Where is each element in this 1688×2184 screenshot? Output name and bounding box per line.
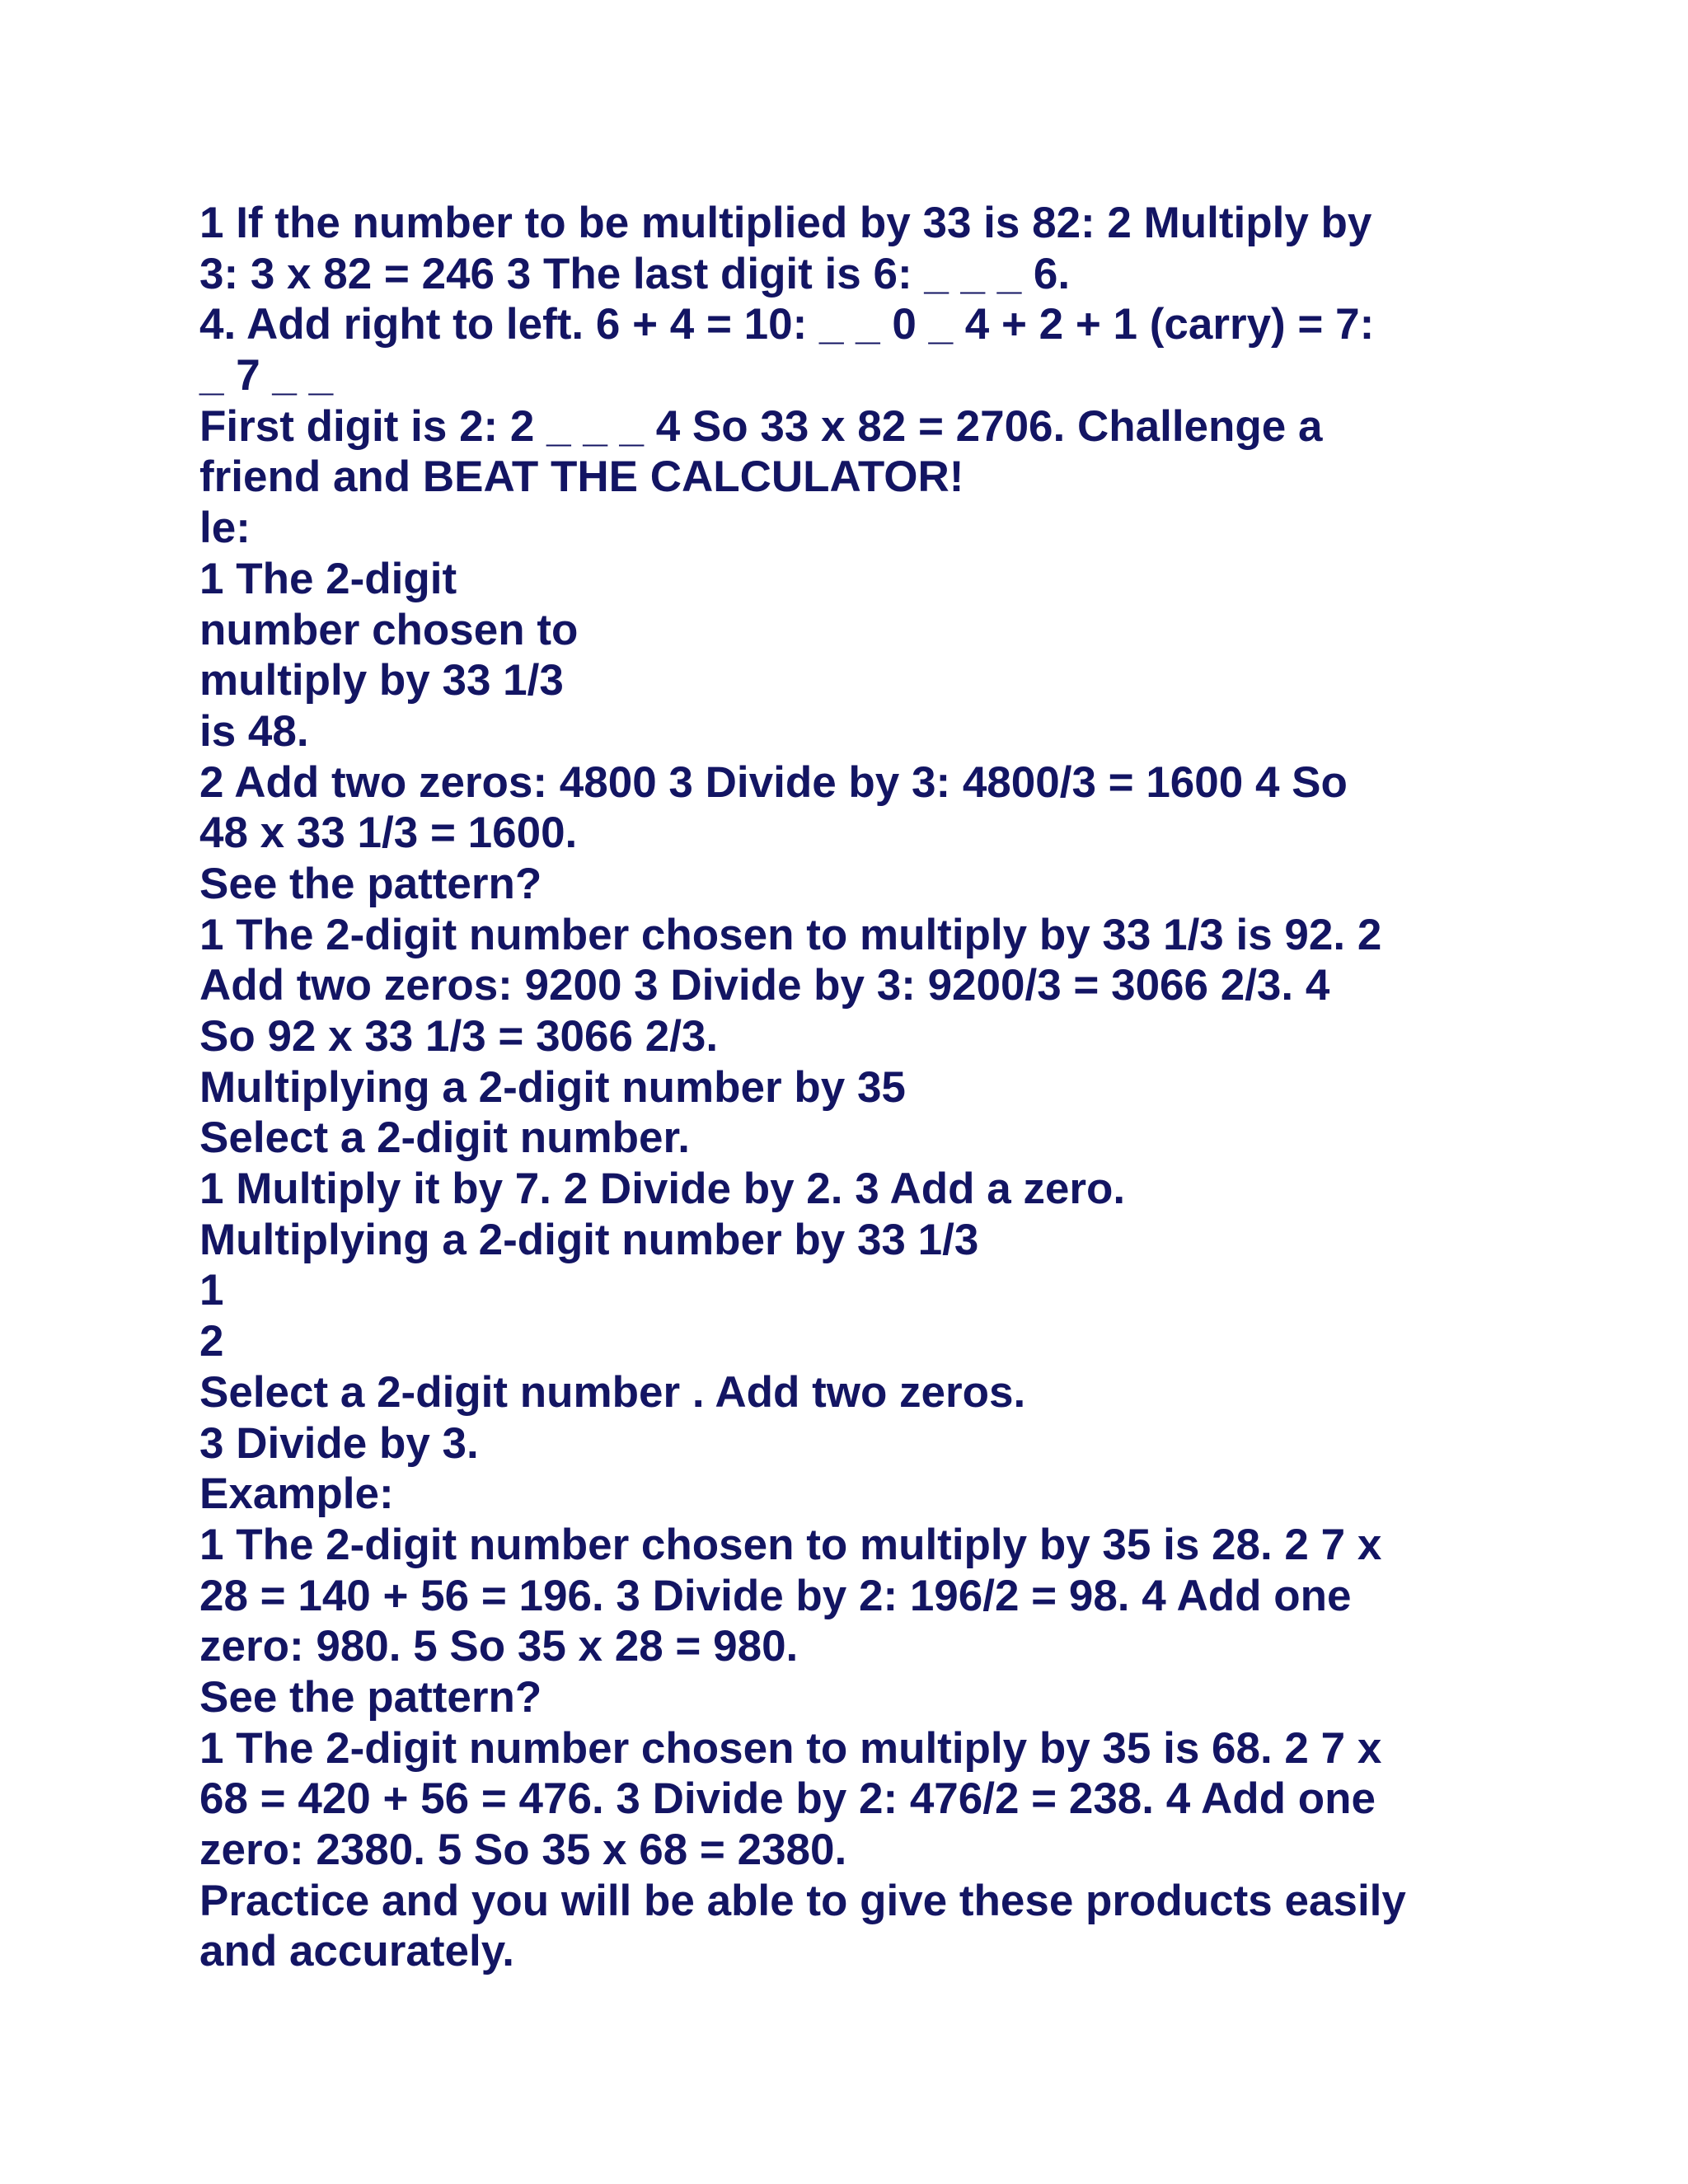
text-line: 3: 3 x 82 = 246 3 The last digit is 6: _ _ _ 6. [199,249,1071,298]
text-line: 3 Divide by 3. [199,1418,479,1468]
text-line: Add two zeros: 9200 3 Divide by 3: 9200/3 = 3066 2/3. 4 [199,961,1330,1010]
text-line: _ 7 _ _ [199,351,334,401]
text-line: First digit is 2: 2 _ _ _ 4 So 33 x 82 = 2706. Challenge a [199,401,1323,451]
text-line: zero: 980. 5 So 35 x 28 = 980. [199,1622,799,1671]
text-line: Multiplying a 2-digit number by 33 1/3 [199,1215,979,1264]
text-line: 48 x 33 1/3 = 1600. [199,808,578,858]
text-line: 4. Add right to left. 6 + 4 = 10: _ _ 0 _ 4 + 2 + 1 (carry) = 7: [199,300,1375,349]
text-line: friend and BEAT THE CALCULATOR! [199,452,964,502]
text-line: le: [199,504,251,553]
text-line: 1 Multiply it by 7. 2 Divide by 2. 3 Add a zero. [199,1165,1126,1214]
text-line: 2 Add two zeros: 4800 3 Divide by 3: 4800/3 = 1600 4 So [199,757,1348,807]
text-line: is 48. [199,706,309,756]
text-line: Select a 2-digit number. [199,1113,690,1163]
document-body [199,198,1485,1977]
text-line: 28 = 140 + 56 = 196. 3 Divide by 2: 196/2 = 98. 4 Add one [199,1571,1352,1620]
text-line: zero: 2380. 5 So 35 x 68 = 2380. [199,1825,847,1874]
text-line: So 92 x 33 1/3 = 3066 2/3. [199,1012,719,1061]
text-line: Example: [199,1469,394,1519]
text-line: 1 The 2-digit number chosen to multiply by 33 1/3 is 92. 2 [199,910,1382,959]
text-line: See the pattern? [199,1672,542,1722]
text-line: and accurately. [199,1927,514,1976]
text-line: 1 The 2-digit [199,554,457,603]
text-line: 68 = 420 + 56 = 476. 3 Divide by 2: 476/2 = 238. 4 Add one [199,1774,1376,1824]
text-line: 1 [199,1266,224,1315]
text-line: multiply by 33 1/3 [199,656,564,705]
text-line: Practice and you will be able to give these products easily [199,1876,1406,1925]
text-line: 1 The 2-digit number chosen to multiply by 35 is 28. 2 7 x [199,1520,1382,1569]
text-line: See the pattern? [199,859,542,908]
text-line: 1 The 2-digit number chosen to multiply by 35 is 68. 2 7 x [199,1723,1382,1773]
text-line: 1 If the number to be multiplied by 33 is 82: 2 Multiply by [199,199,1372,247]
text-line: Multiplying a 2-digit number by 35 [199,1062,906,1112]
text-line: number chosen to [199,605,579,654]
text-line: Select a 2-digit number . Add two zeros. [199,1367,1026,1417]
text-line: 2 [199,1317,224,1366]
